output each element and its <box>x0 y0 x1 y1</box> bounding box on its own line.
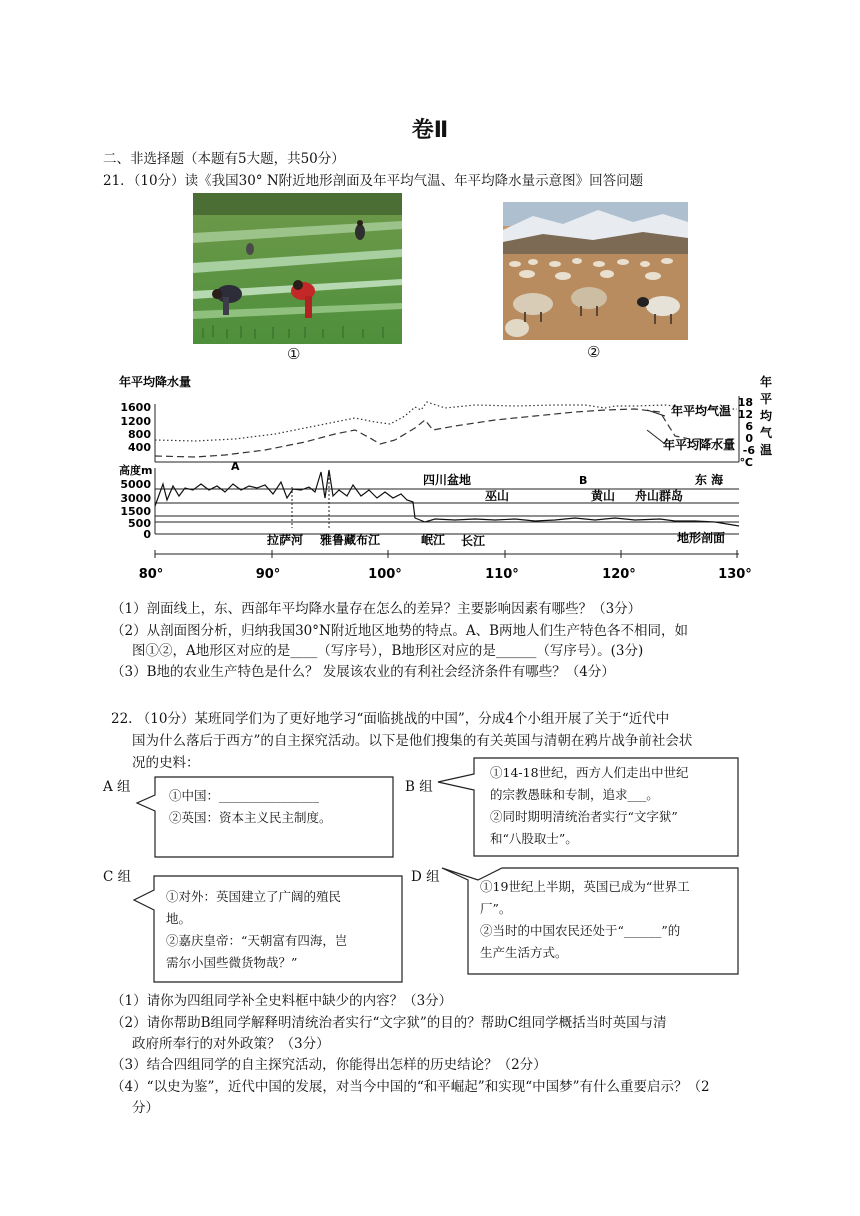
group-c-item: ②嘉庆皇帝：“天朝富有四海，岂 <box>166 933 348 948</box>
height-tick: 500 <box>128 517 151 530</box>
group-b-label: B 组 <box>405 779 433 795</box>
longitude-tick: 130° <box>718 567 752 582</box>
temp-axis-char: 均 <box>759 409 773 423</box>
q22-sub2a: （2）请你帮助B组同学解释明清统治者实行“文字狱”的目的？帮助C组同学概括当时英国与清 <box>111 1015 667 1031</box>
temp-axis-char: 平 <box>759 392 773 406</box>
group-b-callout <box>436 756 740 858</box>
q22-sub2b: 政府所奉行的对外政策？（3分） <box>132 1036 330 1052</box>
q22-sub4b: 分） <box>132 1100 159 1116</box>
yarlung-river-label: 雅鲁藏布江 <box>320 533 381 547</box>
group-c-callout <box>132 874 404 984</box>
longitude-tick: 110° <box>485 567 519 582</box>
group-b-item: 的宗教愚昧和专制，追求___。 <box>490 787 659 802</box>
q22-stem-line2: 国为什么落后于西方”的自主探究活动。以下是他们搜集的有关英国与清朝在鸦片战争前社会状 <box>132 733 693 749</box>
temp-unit: ℃ <box>739 456 753 469</box>
q21-stem: 21．（10分）读《我国30° N附近地形剖面及年平均气温、年平均降水量示意图》回答问题 <box>103 173 644 189</box>
group-d-label: D 组 <box>411 869 440 885</box>
q21-sub2b: 图①②，A地形区对应的是____（写序号），B地形区对应的是______（写序号）。(3分) <box>132 643 644 659</box>
group-b-item: 和“八股取士”。 <box>490 831 578 846</box>
group-b-item: ②同时期明清统治者实行“文字狱” <box>490 809 678 824</box>
group-c-item: 地。 <box>166 911 192 926</box>
huangshan-label: 黄山 <box>591 489 616 503</box>
temp-tick: -6 <box>742 444 755 457</box>
precip-tick: 400 <box>128 441 151 454</box>
height-tick: 1500 <box>120 505 151 518</box>
changjiang-label: 长江 <box>461 534 486 548</box>
precipitation-curve <box>155 409 737 457</box>
longitude-tick: 80° <box>138 567 164 582</box>
precip-tick: 800 <box>128 428 151 441</box>
minjiang-label: 岷江 <box>421 533 446 547</box>
group-d-item: ①19世纪上半期，英国已成为“世界工 <box>480 879 690 894</box>
photo1-label: ① <box>287 345 301 363</box>
height-tick: 5000 <box>120 478 151 491</box>
temp-tick: 12 <box>737 408 753 421</box>
lhasa-river-label: 拉萨河 <box>267 533 304 547</box>
donghai-label: 东 海 <box>695 473 724 487</box>
rice-paddy-photo <box>193 193 402 344</box>
longitude-tick: 100° <box>368 567 402 582</box>
terrain-profile-chart <box>115 372 775 587</box>
group-d-item: 生产生活方式。 <box>480 945 568 960</box>
wushan-label: 巫山 <box>485 489 510 503</box>
group-d-item: ②当时的中国农民还处于“______”的 <box>480 923 681 938</box>
group-c-item: ①对外：英国建立了广阔的殖民 <box>166 889 342 904</box>
photo2-label: ② <box>587 343 601 361</box>
group-a-item: ②英国：资本主义民主制度。 <box>169 810 332 825</box>
group-c-label: C 组 <box>103 869 132 885</box>
section-heading: 二、非选择题（本题有5大题，共50分） <box>103 151 345 167</box>
point-b-label: B <box>579 474 588 487</box>
legend-precipitation: 年平均降水量 <box>663 438 736 452</box>
q22-sub1: （1）请你为四组同学补全史料框中缺少的内容？（3分） <box>111 993 453 1009</box>
group-a-item: ①中国：________________ <box>169 788 320 803</box>
group-d-callout <box>440 866 740 976</box>
legend-temperature: 年平均气温 <box>671 404 732 418</box>
point-a-label: A <box>231 460 240 473</box>
precip-tick: 1600 <box>120 401 151 414</box>
height-tick: 3000 <box>120 492 151 505</box>
page-title: 卷Ⅱ <box>411 118 449 143</box>
height-tick: 0 <box>143 528 151 541</box>
group-d-item: 厂”。 <box>480 901 512 916</box>
sheep-grazing-photo <box>503 202 688 340</box>
q22-stem-line3: 况的史料： <box>132 755 200 771</box>
q22-sub3: （3）结合四组同学的自主探究活动，你能得出怎样的历史结论？（2分） <box>111 1057 547 1073</box>
zhoushan-label: 舟山群岛 <box>635 489 684 503</box>
temp-axis-char: 年 <box>759 375 773 389</box>
temp-axis-char: 温 <box>759 443 773 457</box>
longitude-tick: 120° <box>602 567 636 582</box>
q21-sub3: （3）B地的农业生产特色是什么？ 发展该农业的有利社会经济条件有哪些？（4分） <box>111 664 615 680</box>
q22-sub4a: （4）“以史为鉴”，近代中国的发展，对当今中国的“和平崛起”和实现“中国梦”有什么重要启示？（2 <box>111 1079 710 1095</box>
q22-stem-line1: 22. （10分）某班同学们为了更好地学习“面临挑战的中国”，分成4个小组开展了关于“近代中 <box>111 711 670 727</box>
q21-sub2a: （2）从剖面图分析，归纳我国30°N附近地区地势的特点。A、B两地人们生产特色各不相同，如 <box>111 623 688 639</box>
temp-tick: 6 <box>745 420 753 433</box>
group-c-item: 需尔小国些微货物哉？” <box>166 955 298 970</box>
profile-label: 地形剖面 <box>677 531 726 545</box>
sichuan-basin-label: 四川盆地 <box>423 473 472 487</box>
temp-tick: 0 <box>745 432 753 445</box>
longitude-tick: 90° <box>255 567 281 582</box>
group-a-callout <box>135 775 395 859</box>
precip-tick: 1200 <box>120 415 151 428</box>
q21-sub1: （1）剖面线上，东、西部年平均降水量存在怎么的差异？主要影响因素有哪些？（3分） <box>111 601 642 617</box>
precip-axis-label: 年平均降水量 <box>119 375 192 389</box>
height-axis-label: 高度m <box>119 464 153 477</box>
group-a-label: A 组 <box>103 779 131 795</box>
temp-axis-char: 气 <box>759 426 773 440</box>
temperature-curve <box>155 402 737 441</box>
group-b-item: ①14-18世纪，西方人们走出中世纪 <box>490 765 689 780</box>
temp-tick: 18 <box>737 396 753 409</box>
